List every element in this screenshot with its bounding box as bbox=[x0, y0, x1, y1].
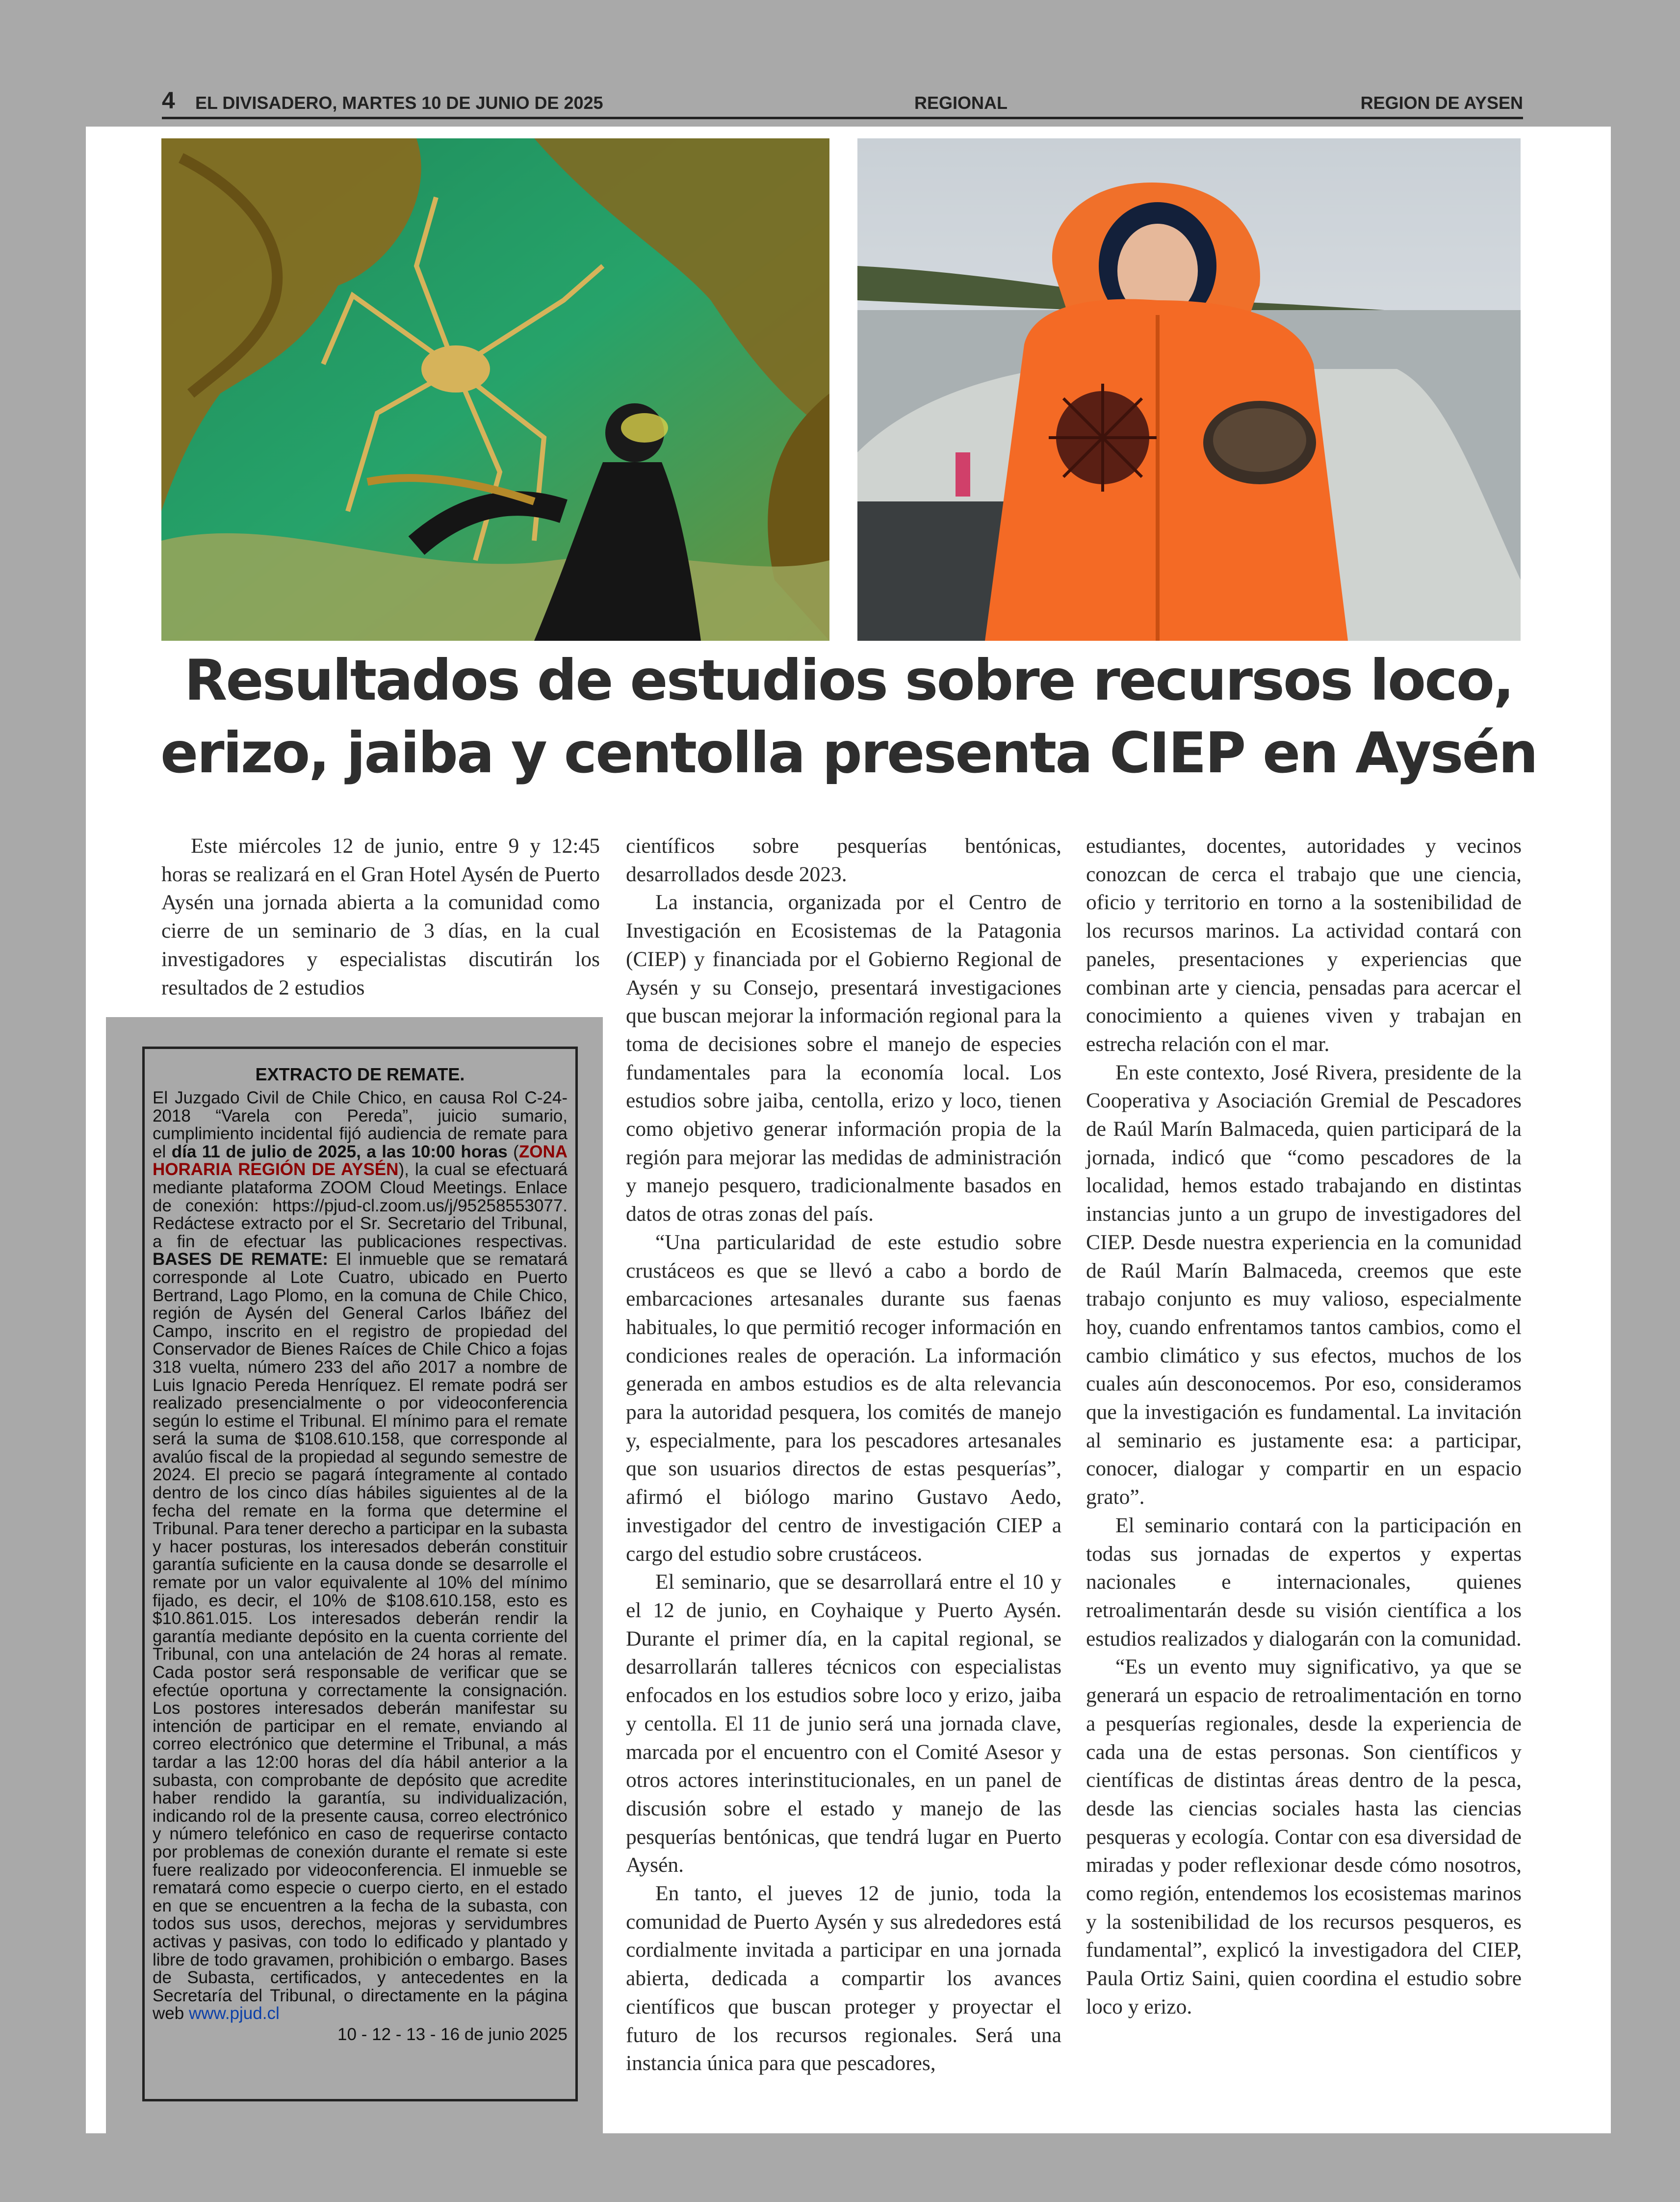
auction-notice-box bbox=[142, 1047, 578, 2101]
notice-text-3: ), la cual se efectuará mediante plataforma ZOOM Cloud Meetings. Enlace de conexión: https://pjud-cl.zoom.us/j/95258553077. Redáctese extracto por el Sr. Secretario del Tribunal, a fin de efectuar las publicaciones respectivas. bbox=[153, 1160, 568, 1251]
headline-line-1: Resultados de estudios sobre recursos loco, bbox=[184, 648, 1513, 713]
article-paragraph-6: En este contexto, José Rivera, presidente de la Cooperativa y Asociación Gremial de Pescadores de Raúl Marín Balmaceda, quien participará de la jornada, indicó que “como pescadores de la localidad, hemos estado trabajando en distintas instancias junto a un grupo de investigadores del CIEP. Desde nuestra experiencia en la comunidad de Raúl Marín Balmaceda, creemos que este trabajo conjunto es muy valioso, especialmente hoy, cuando enfrentamos tantos cambios, como el cambio climático y sus efectos, muchos de los cuales aún desconocemos. Por eso, consideramos que la investigación es fundamental. La invitación al seminario es justamente esa: a participar, conocer, dialogar y compartir en un espacio grato”. bbox=[1086, 1060, 1522, 1509]
notice-bases-heading: BASES DE REMATE: bbox=[153, 1250, 328, 1269]
headline-line-2: erizo, jaiba y centolla presenta CIEP en Aysén bbox=[160, 720, 1537, 786]
article-paragraph-3: “Una particularidad de este estudio sobre crustáceos es que se llevó a cabo a bordo de embarcaciones artesanales durante sus faenas habituales, lo que permitió recoger información en condiciones reales de operación. La información generada en ambos estudios es de alta relevancia para la autoridad pesquera, los comités de manejo y, especialmente, para los pescadores artesanales que son usuarios directos de estas pesquerías”, afirmó el biólogo marino Gustavo Aedo, investigador del centro de investigación CIEP a cargo del estudio sobre crustáceos. bbox=[626, 1230, 1061, 1566]
notice-text-1: El Juzgado Civil de Chile Chico, en causa Rol C-24-2018 “Varela con Pereda”, juicio sumario, cumplimiento incidental fijó audiencia de remate para el bbox=[153, 1088, 568, 1161]
region-name: REGION DE AYSEN bbox=[1360, 93, 1523, 113]
newspaper-page bbox=[86, 127, 1611, 2133]
researcher-photo-illustration bbox=[857, 138, 1521, 641]
article-headline bbox=[115, 644, 1582, 789]
article-column-3 bbox=[1086, 832, 1522, 2021]
notice-title: EXTRACTO DE REMATE. bbox=[255, 1064, 465, 1084]
page-number: 4 bbox=[162, 88, 175, 114]
notice-body bbox=[153, 1089, 568, 2023]
diver-photo-illustration bbox=[161, 138, 829, 641]
article-paragraph-5-end: estudiantes, docentes, autoridades y vecinos conozcan de cerca el trabajo que une ciencia, oficio y territorio en torno a la sostenibilidad de los recursos marinos. La actividad contará con paneles, presentaciones y experiencias que combinan arte y ciencia, pensadas para acercar el conocimiento a quienes viven y trabajan en estrecha relación con el mar. bbox=[1086, 834, 1522, 1056]
article-paragraph-2: La instancia, organizada por el Centro de Investigación en Ecosistemas de la Patagonia (CIEP) y financiada por el Gobierno Regional de Aysén y su Consejo, presentará investigaciones que buscan mejorar la información regional para la toma de decisiones sobre el manejo de especies fundamentales para la economía local. Los estudios sobre jaiba, centolla, erizo y loco, tienen como objetivo generar información propia de la región para mejorar las medidas de administración y manejo pesquero, tradicionalmente basados en datos de otras zonas del país. bbox=[626, 891, 1061, 1226]
article-paragraph-7: El seminario contará con la participación en todas sus jornadas de expertos y expertas nacionales e internacionales, quienes retroalimentarán desde su visión científica a los estudios realizados y dialogarán con la comunidad. bbox=[1086, 1513, 1522, 1651]
notice-text-4: El inmueble que se rematará corresponde al Lote Cuatro, ubicado en Puerto Bertrand, Lago Plomo, en la comuna de Chile Chico, región de Aysén del General Carlos Ibáñez del Campo, inscrito en el registro de propiedad del Conservador de Bienes Raíces de Chile Chico a fojas 318 vuelta, número 233 del año 2017 a nombre de Luis Ignacio Pereda Henríquez. El remate podrá ser realizado presencialmente o por videoconferencia según lo estime el Tribunal. El mínimo para el remate será la suma de $108.610.158, que corresponde al avalúo fiscal de la propiedad al segundo semestre de 2024. El precio se pagará íntegramente al contado dentro de los cinco días hábiles siguientes al de la fecha del remate en la forma que determine el Tribunal. Para tener derecho a participar en la subasta y hacer posturas, los interesados deberán constituir garantía suficiente en la causa donde se desarrolle el remate por un valor equivalente al 10% del mínimo fijado, es decir, el 10% de $108.610.158, esto es $10.861.015. Los interesados deberán rendir la garantía mediante depósito en la cuenta corriente del Tribunal, con una antelación de 24 horas al remate. Cada postor será responsable de verificar que se efectúe oportuna y correctamente la consignación. Los postores interesados deberán manifestar su intención de participar en el remate, enviando al correo electrónico que determine el Tribunal, a más tardar a las 12:00 horas del día hábil anterior a la subasta, con comprobante de depósito que acredite haber rendido la garantía, su individualización, indicando rol de la presente causa, correo electrónico y número telefónico en caso de requerirse contacto por problemas de conexión durante el remate si este fuere realizado por videoconferencia. El inmueble se rematará como especie o cuerpo cierto, en el estado en que se encuentren a la fecha de la subasta, con todos sus usos, derechos, mejoras y servidumbres activas y pasivas, con todo lo edificado y plantado y libre de todo gravamen, prohibición o embargo. Bases de Subasta, certificados, y antecedentes en la Secretaría del Tribunal, o directamente en la página web bbox=[153, 1250, 568, 2023]
article-paragraph-5-start: En tanto, el jueves 12 de junio, toda la comunidad de Puerto Aysén y sus alrededores está cordialmente invitada a participar en una jornada abierta, dedicada a compartir los avances científicos que buscan proteger y proyectar el futuro de los recursos regionales. Será una instancia única para que pescadores, bbox=[626, 1882, 1061, 2075]
photo-researcher-with-urchin bbox=[857, 138, 1521, 641]
article-column-1 bbox=[161, 832, 600, 1002]
notice-time-zone: ZONA HORARIA REGIÓN DE AYSÉN bbox=[153, 1142, 568, 1180]
article-paragraph-8: “Es un evento muy significativo, ya que se generará un espacio de retroalimentación en torno a pesquerías regionales, desde la experiencia de cada una de estas personas. Son científicos y científicas de distintas áreas dentro de la pesca, desde las ciencias sociales hasta las ciencias pesqueras y ecología. Contar con esa diversidad de miradas y poder reflexionar desde cómo nosotros, como región, entendemos los ecosistemas marinos y la sostenibilidad de los recursos pesqueros, es fundamental”, explicó la investigadora del CIEP, Paula Ortiz Saini, quien coordina el estudio sobre loco y erizo. bbox=[1086, 1655, 1522, 2018]
notice-text-2: ( bbox=[507, 1142, 519, 1161]
page-header bbox=[162, 87, 1523, 119]
notice-auction-date: día 11 de julio de 2025, a las 10:00 horas bbox=[171, 1142, 508, 1161]
section-name: REGIONAL bbox=[914, 93, 1008, 113]
notice-publication-dates: 10 - 12 - 13 - 16 de junio 2025 bbox=[337, 2024, 568, 2044]
notice-website-link[interactable]: www.pjud.cl bbox=[188, 2004, 280, 2023]
article-paragraph-1-start: Este miércoles 12 de junio, entre 9 y 12:45 horas se realizará en el Gran Hotel Aysén de Puerto Aysén una jornada abierta a la comunidad como cierre de un seminario de 3 días, en la cual investigadores y especialistas discutirán los resultados de 2 estudios bbox=[161, 834, 600, 999]
article-column-2 bbox=[626, 832, 1061, 2078]
article-paragraph-4: El seminario, que se desarrollará entre el 10 y el 12 de junio, en Coyhaique y Puerto Aysén. Durante el primer día, en la capital regional, se desarrollarán talleres técnicos con especialistas enfocados en los estudios sobre loco y erizo, jaiba y centolla. El 11 de junio será una jornada clave, marcada por el encuentro con el Comité Asesor y otros actores interinstitucionales, en un panel de discusión sobre el estado y manejo de las pesquerías bentónicas, que tendrá lugar en Puerto Aysén. bbox=[626, 1570, 1061, 1877]
photo-diver-with-crab bbox=[161, 138, 829, 641]
publication-date-line: EL DIVISADERO, MARTES 10 DE JUNIO DE 2025 bbox=[195, 93, 603, 113]
article-paragraph-1-end: científicos sobre pesquerías bentónicas, desarrollados desde 2023. bbox=[626, 834, 1061, 886]
